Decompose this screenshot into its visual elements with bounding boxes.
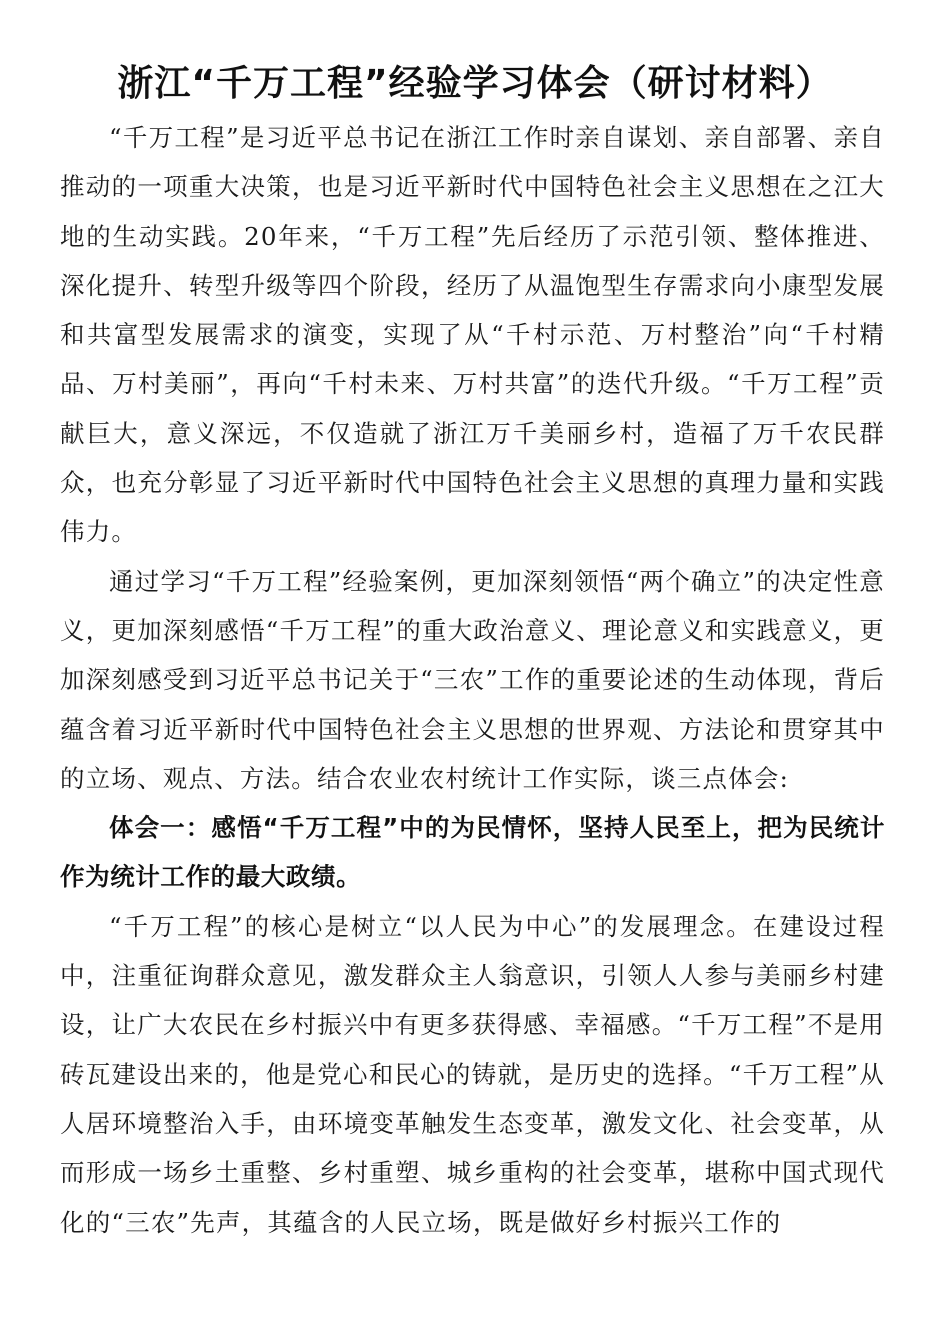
paragraph-intro: “千万工程”是习近平总书记在浙江工作时亲自谋划、亲自部署、亲自推动的一项重大决策，也是习近平新时代中国特色社会主义思想在之江大地的生动实践。20年来，“千万工程”先后经历了示范引领、整体推进、深化提升、转型升级等四个阶段，经历了从温饱型生存需求向小康型发展和共富型发展需求的演变，实现了从“千村示范、万村整治”向“千村精品、万村美丽”，再向“千村未来、万村共富”的迭代升级。“千万工程”贡献巨大，意义深远，不仅造就了浙江万千美丽乡村，造福了万千农民群众，也充分彰显了习近平新时代中国特色社会主义思想的真理力量和实践伟力。: [60, 123, 885, 547]
document-body: [60, 113, 885, 1247]
document-title: 浙江“千万工程”经验学习体会（研讨材料）: [117, 63, 833, 104]
paragraph-learning: 通过学习“千万工程”经验案例，更加深刻领悟“两个确立”的决定性意义，更加深刻感悟“千万工程”的重大政治意义、理论意义和实践意义，更加深刻感受到习近平总书记关于“三农”工作的重要论述的生动体现，背后蕴含着习近平新时代中国特色社会主义思想的世界观、方法论和贯穿其中的立场、观点、方法。结合农业农村统计工作实际，谈三点体会:: [60, 566, 885, 793]
section-heading-1: 体会一：感悟“千万工程”中的为民情怀，坚持人民至上，把为民统计作为统计工作的最大政绩。: [60, 813, 885, 892]
paragraph-section-1: “千万工程”的核心是树立“以人民为中心”的发展理念。在建设过程中，注重征询群众意见，激发群众主人翁意识，引领人人参与美丽乡村建设，让广大农民在乡村振兴中有更多获得感、幸福感。“千万工程”不是用砖瓦建设出来的，他是党心和民心的铸就，是历史的选择。“千万工程”从人居环境整治入手，由环境变革触发生态变革，激发文化、社会变革，从而形成一场乡土重整、乡村重塑、城乡重构的社会变革，堪称中国式现代化的“三农”先声，其蕴含的人民立场，既是做好乡村振兴工作的: [60, 911, 885, 1237]
